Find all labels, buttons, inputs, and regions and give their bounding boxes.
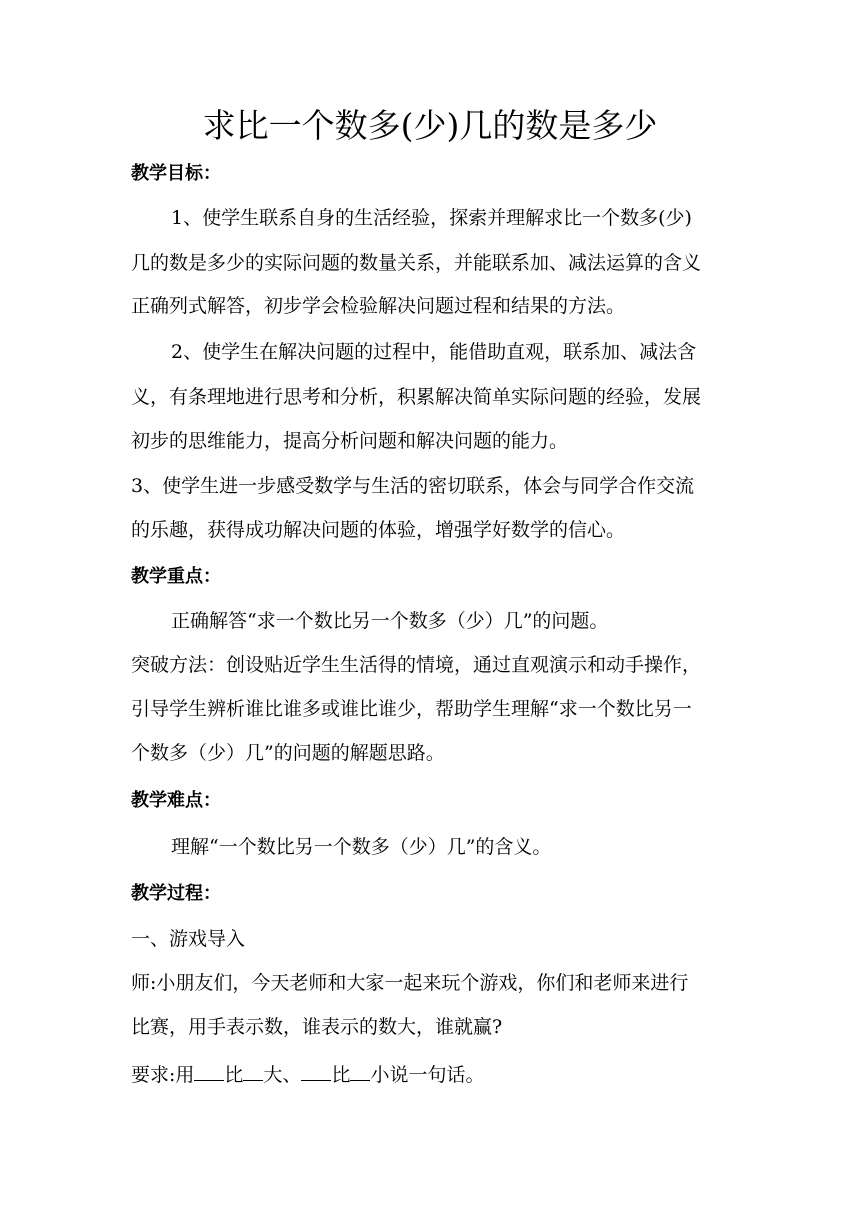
- teacher-line-2: 比赛，用手表示数，谁表示的数大，谁就赢?: [131, 1016, 503, 1038]
- objective-2-line-3: 初步的思维能力，提高分析问题和解决问题的能力。: [131, 430, 569, 452]
- fill-blank-1: [194, 1060, 224, 1081]
- process-heading: 教学过程：: [131, 883, 221, 904]
- requirement-text-3: 大、: [263, 1064, 302, 1086]
- method-line-3: 个数多（少）几”的问题的解题思路。: [131, 742, 445, 764]
- method-line-1: 突破方法：创设贴近学生生活得的情境，通过直观演示和动手操作，: [131, 654, 702, 676]
- key-points-content: 正确解答“求一个数比另一个数多（少）几”的问题。: [171, 610, 609, 632]
- difficulties-heading: 教学难点：: [131, 790, 221, 811]
- objective-1-line-1: 1、使学生联系自身的生活经验，探索并理解求比一个数多(少): [171, 207, 692, 229]
- method-line-2: 引导学生辨析谁比谁多或谁比谁少，帮助学生理解“求一个数比另一: [131, 698, 692, 720]
- fill-blank-4: [350, 1060, 370, 1081]
- objective-1-line-3: 正确列式解答，初步学会检验解决问题过程和结果的方法。: [131, 295, 626, 317]
- document-title: 求比一个数多(少)几的数是多少: [202, 106, 658, 145]
- objective-3-line-1: 3、使学生进一步感受数学与生活的密切联系，体会与同学合作交流: [131, 475, 695, 497]
- objectives-heading: 教学目标：: [131, 163, 221, 184]
- objective-2-line-2: 义，有条理地进行思考和分析，积累解决简单实际问题的经验，发展: [131, 386, 702, 408]
- fill-blank-3: [301, 1060, 331, 1081]
- requirement-text-5: 小说一句话。: [370, 1064, 485, 1086]
- fill-blank-2: [243, 1060, 263, 1081]
- teacher-line-1: 师:小朋友们，今天老师和大家一起来玩个游戏，你们和老师来进行: [131, 972, 689, 994]
- objective-1-line-2: 几的数是多少的实际问题的数量关系，并能联系加、减法运算的含义: [131, 252, 702, 274]
- key-points-heading: 教学重点：: [131, 566, 221, 587]
- objective-2-line-1: 2、使学生在解决问题的过程中，能借助直观，联系加、减法含: [171, 341, 697, 363]
- objective-3-line-2: 的乐趣，获得成功解决问题的体验，增强学好数学的信心。: [131, 519, 626, 541]
- requirement-text-4: 比: [331, 1064, 351, 1086]
- process-section-1: 一、游戏导入: [131, 928, 246, 950]
- difficulties-content: 理解“一个数比另一个数多（少）几”的含义。: [171, 836, 552, 858]
- requirement-text-1: 要求:用: [131, 1064, 195, 1086]
- requirement-text-2: 比: [224, 1064, 244, 1086]
- requirement-line: [131, 1060, 741, 1089]
